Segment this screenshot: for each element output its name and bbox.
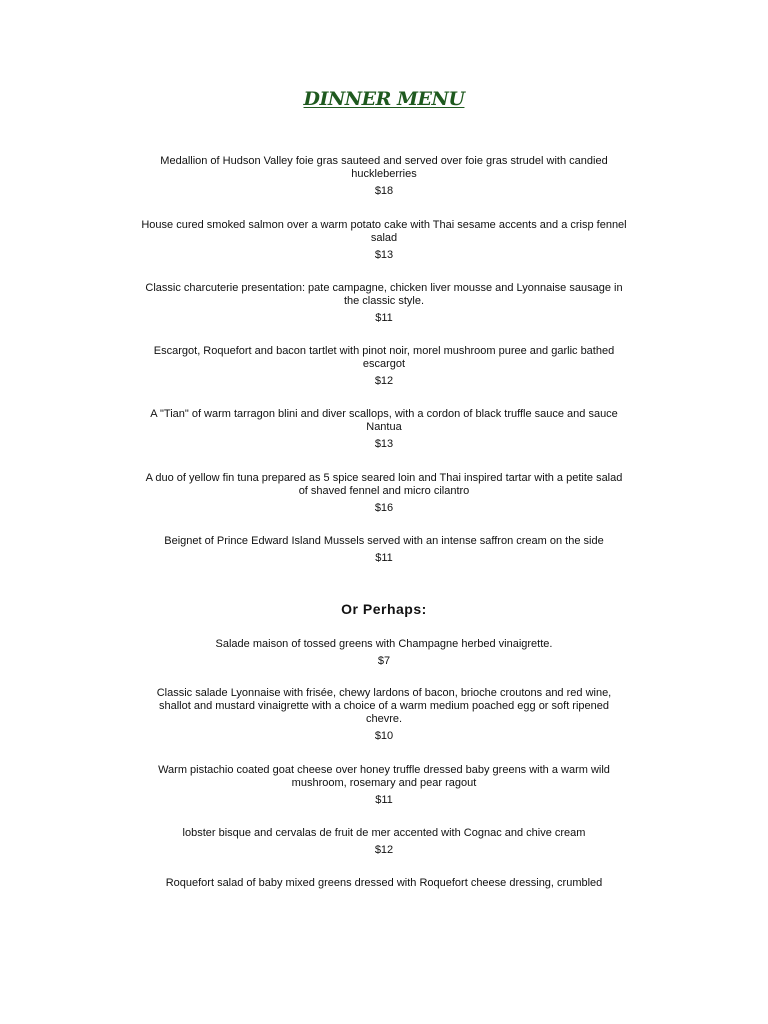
menu-item-price: $12 [374,375,394,387]
menu-item-description: Beignet of Prince Edward Island Mussels served with an intense saffron cream on the side [164,535,604,547]
menu-item-description: lobster bisque and cervalas de fruit de mer accented with Cognac and chive cream [182,827,586,839]
menu-item [140,282,628,325]
menu-item-price: $11 [375,794,393,806]
menu-item [140,219,628,262]
menu-item-price: $11 [375,552,393,564]
menu-item-price: $12 [374,844,394,856]
menu-item [140,408,628,451]
menu-item-description: Escargot, Roquefort and bacon tartlet with pinot noir, morel mushroom puree and garlic bathed escargot [153,345,615,370]
menu-item [140,535,628,565]
section-heading: Or Perhaps: [341,601,427,617]
menu-item-description: Warm pistachio coated goat cheese over honey truffle dressed baby greens with a warm wild mushroom, rosemary and pear ragout [158,764,610,789]
menu-item [140,877,628,890]
menu-item-price: $7 [377,655,391,667]
menu-item-price: $13 [374,438,394,450]
menu-item [140,764,628,807]
menu-item [140,827,628,857]
menu-item [140,472,628,515]
menu-item [140,687,628,743]
menu-item-description: Medallion of Hudson Valley foie gras sauteed and served over foie gras strudel with candied huckleberries [160,155,608,180]
menu-item-description: Classic charcuterie presentation: pate campagne, chicken liver mousse and Lyonnaise sausage in the classic style. [145,282,623,307]
menu-item-price: $16 [374,502,394,514]
menu-item-description: Classic salade Lyonnaise with frisée, chewy lardons of bacon, brioche croutons and red wine, shallot and mustard vinaigrette with a choice of a warm medium poached egg or soft ripened chevre. [156,687,612,725]
menu-item-price: $13 [374,249,394,261]
menu-item-price: $10 [374,730,394,742]
menu-item [140,638,628,668]
menu-item-description: A "Tian" of warm tarragon blini and diver scallops, with a cordon of black truffle sauce and sauce Nantua [150,408,618,433]
menu-item-description: Roquefort salad of baby mixed greens dressed with Roquefort cheese dressing, crumbled [165,877,603,889]
menu-item-description: House cured smoked salmon over a warm potato cake with Thai sesame accents and a crisp fennel salad [141,219,627,244]
menu-item-price: $18 [374,185,394,197]
menu-item-description: Salade maison of tossed greens with Champagne herbed vinaigrette. [215,638,553,650]
menu-item-description: A duo of yellow fin tuna prepared as 5 spice seared loin and Thai inspired tartar with a petite salad of shaved fennel and micro cilantro [145,472,623,497]
menu-title: DINNER MENU [303,88,465,110]
menu-item [140,345,628,388]
menu-item-price: $11 [375,312,393,324]
menu-item [140,155,628,198]
